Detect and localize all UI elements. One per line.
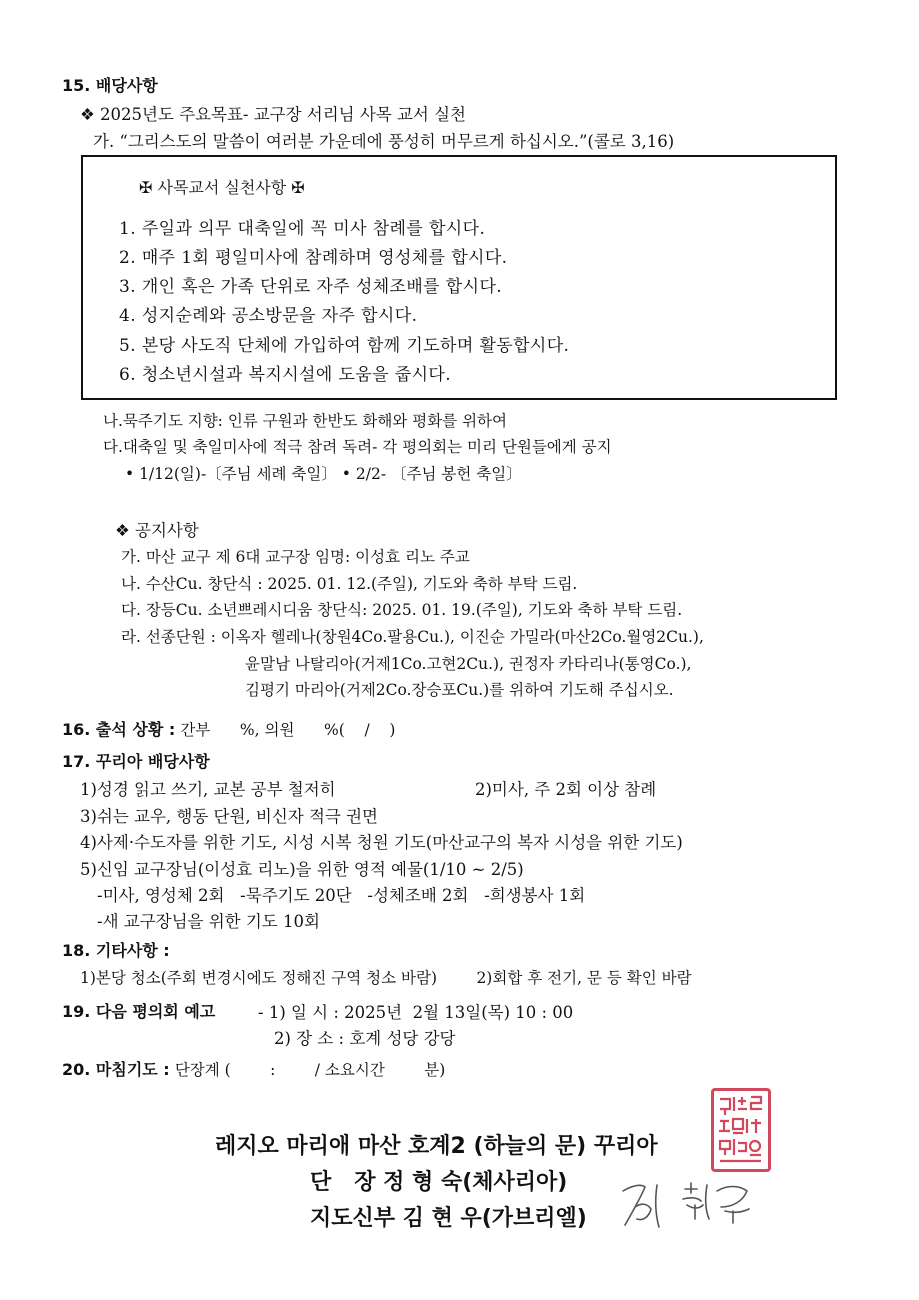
spiritual-director-name: 지도신부 김 현 우(가브리엘)	[310, 1206, 587, 1231]
curia-item: 2)미사, 주 2회 이상 참례	[475, 780, 657, 799]
notice-item: 김평기 마리아(거제2Co.장승포Cu.)를 위하여 기도해 주십시오.	[245, 681, 674, 699]
curia-item: 1)성경 읽고 쓰기, 교본 공부 철저히	[80, 780, 336, 799]
curia-name: 레지오 마리애 마산 호계2 (하늘의 문) 꾸리아	[215, 1134, 658, 1159]
goal-text: 2025년도 주요목표- 교구장 서리님 사목 교서 실천	[100, 105, 466, 124]
diamond-bullet-icon: ❖	[80, 105, 95, 124]
box-item: 4. 성지순례와 공소방문을 자주 합시다.	[119, 306, 418, 326]
pastoral-practice-box	[81, 155, 837, 400]
box-item: 6. 청소년시설과 복지시설에 도움을 줍시다.	[119, 365, 452, 385]
goal-line	[80, 101, 466, 125]
seal-stamp-icon	[711, 1088, 771, 1172]
president-name: 단 장 정 형 숙(체사리아)	[310, 1170, 568, 1195]
box-item: 5. 본당 사도직 단체에 가입하여 함께 기도하며 활동합시다.	[119, 336, 570, 356]
attendance-line	[62, 717, 395, 740]
curia-item: 3)쉬는 교우, 행동 단원, 비신자 적극 권면	[80, 807, 378, 826]
curia-item: 4)사제·수도자를 위한 기도, 시성 시복 청원 기도(마산교구의 복자 시성을 위한 기도)	[80, 833, 683, 852]
closing-prayer-line	[62, 1057, 445, 1080]
curia-item: -새 교구장님을 위한 기도 10회	[97, 912, 320, 931]
section-15-title: 15. 배당사항	[62, 76, 158, 95]
box-item: 2. 매주 1회 평일미사에 참례하며 영성체를 합시다.	[119, 248, 508, 268]
notice-item: 라. 선종단원 : 이옥자 헬레나(창원4Co.팔용Cu.), 이진순 가밀라(마산2Co.월영2Cu.),	[121, 628, 704, 646]
closing-prayer-text: 단장계 ( : / 소요시간 분)	[174, 1061, 446, 1079]
goal-ga: 가. “그리스도의 말씀이 여러분 가운데에 풍성히 머무르게 하십시오.”(콜로 3,16)	[93, 132, 675, 151]
notice-heading	[115, 517, 199, 541]
curia-item: 5)신임 교구장님(이성효 리노)을 위한 영적 예물(1/10 ~ 2/5)	[80, 860, 524, 879]
curia-item: -미사, 영성체 2회 -묵주기도 20단 -성체조배 2회 -희생봉사 1회	[97, 886, 586, 905]
next-meeting-place: 2) 장 소 : 호계 성당 강당	[274, 1029, 456, 1048]
notice-item: 가. 마산 교구 제 6대 교구장 임명: 이성효 리노 주교	[121, 548, 470, 566]
misc-text: 1)본당 청소(주회 변경시에도 정해진 구역 청소 바람) 2)회합 후 전기, 문 등 확인 바람	[80, 969, 692, 987]
section-18-title: 18. 기타사항 :	[62, 941, 170, 960]
box-item: 1. 주일과 의무 대축일에 꼭 미사 참례를 합시다.	[119, 219, 486, 239]
section-16-title: 16. 출석 상황 :	[62, 720, 176, 739]
rosary-intention: 나.묵주기도 지향: 인류 구원과 한반도 화해와 평화를 위하여	[103, 412, 507, 430]
notice-title: 공지사항	[135, 521, 199, 540]
diamond-bullet-icon: ❖	[115, 521, 130, 540]
attendance-text: 간부 %, 의원 %( / )	[180, 721, 396, 739]
section-17-title: 17. 꾸리아 배당사항	[62, 752, 210, 771]
next-meeting-time: - 1) 일 시 : 2025년 2월 13일(목) 10 : 00	[258, 1003, 574, 1022]
feast-dates: • 1/12(일)-〔주님 세례 축일〕 • 2/2- 〔주님 봉헌 축일〕	[125, 465, 522, 483]
notice-item: 윤말남 나탈리아(거제1Co.고현2Cu.), 권정자 카타리나(통영Co.),	[245, 655, 692, 673]
feast-mass-note: 다.대축일 및 축일미사에 적극 참려 독려- 각 평의회는 미리 단원들에게 공지	[103, 438, 612, 456]
box-item: 3. 개인 혹은 가족 단위로 자주 성체조배를 합시다.	[119, 277, 503, 297]
notice-item: 나. 수산Cu. 창단식 : 2025. 01. 12.(주일), 기도와 축하 부탁 드림.	[121, 575, 578, 593]
box-title: ✠ 사목교서 실천사항 ✠	[139, 178, 305, 197]
handwritten-signature-icon	[615, 1175, 760, 1239]
section-20-title: 20. 마침기도 :	[62, 1060, 170, 1079]
section-19-title: 19. 다음 평의회 예고	[62, 1002, 216, 1021]
notice-item: 다. 장등Cu. 소년쁘레시디움 창단식: 2025. 01. 19.(주일), 기도와 축하 부탁 드림.	[121, 601, 683, 619]
